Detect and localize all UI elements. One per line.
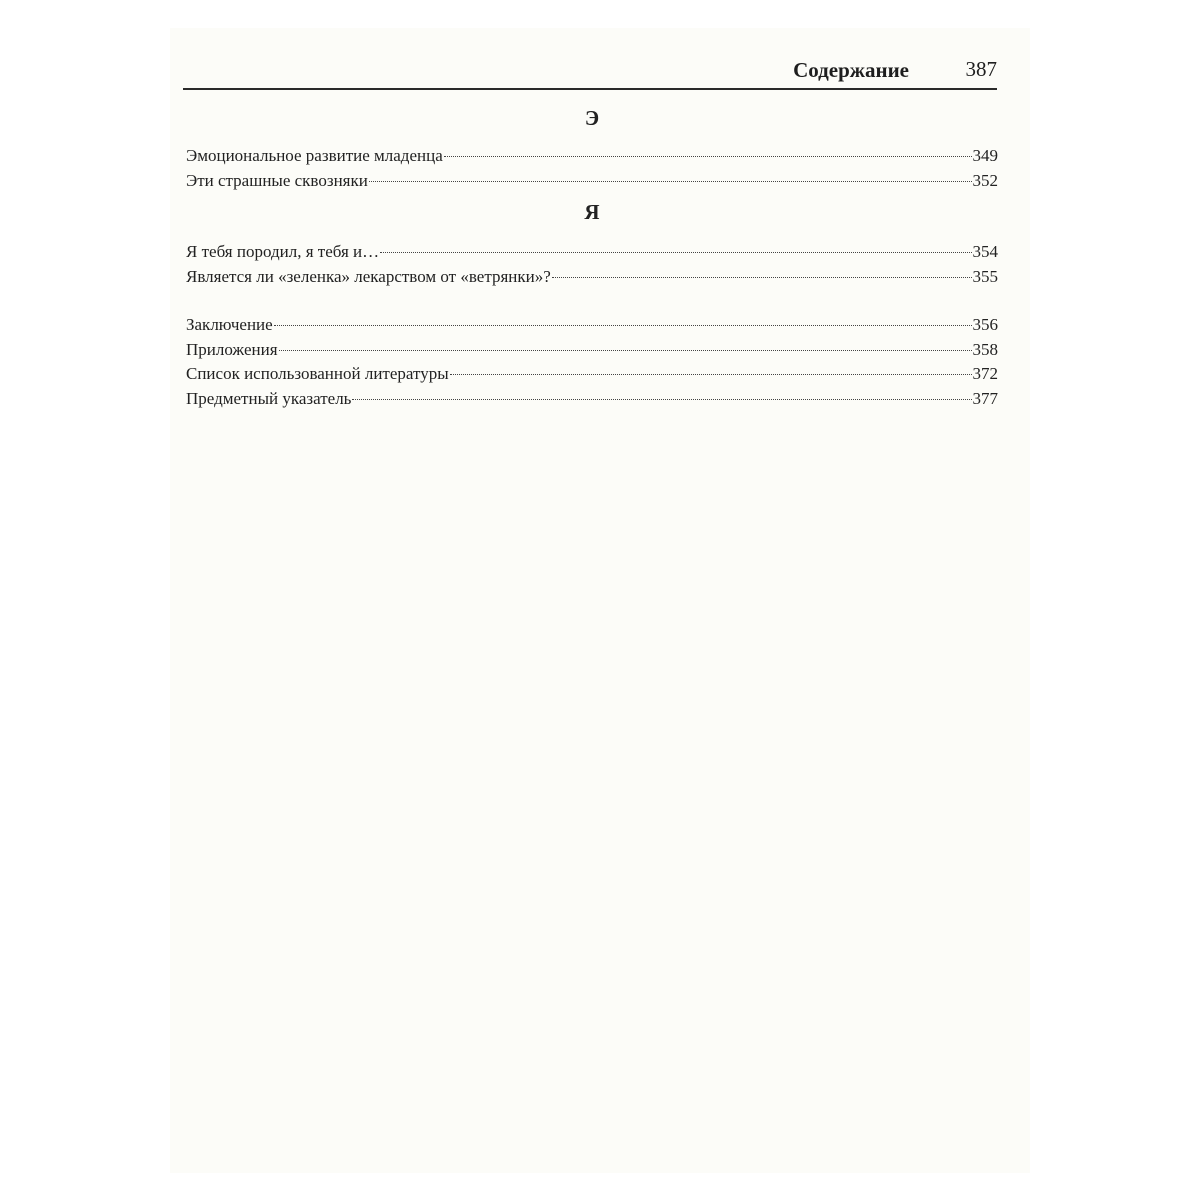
- running-head-title: Содержание: [793, 58, 909, 82]
- section-entries-e: [186, 144, 998, 193]
- toc-entry: [186, 338, 998, 363]
- running-head: [183, 52, 997, 90]
- toc-entry-title: Предметный указатель: [186, 388, 352, 408]
- dot-leader: [444, 156, 972, 157]
- toc-entry-page: 377: [972, 388, 998, 408]
- toc-entry-title: Я тебя породил, я тебя и…: [186, 242, 380, 261]
- toc-entry: [186, 265, 998, 290]
- toc-entry-page: 354: [972, 242, 998, 261]
- dot-leader: [450, 374, 972, 375]
- toc-entry: [186, 240, 998, 265]
- page-number: 387: [965, 57, 997, 81]
- toc-entry: [186, 362, 998, 387]
- back-matter-entries: [186, 313, 998, 411]
- dot-leader: [369, 181, 972, 182]
- section-letter-ya: Я: [584, 200, 600, 224]
- toc-entry-title: Эмоциональное развитие младенца: [186, 146, 443, 165]
- toc-entry-title: Заключение: [186, 315, 273, 334]
- dot-leader: [552, 277, 972, 278]
- toc-entry-page: 356: [972, 315, 998, 334]
- dot-leader: [380, 252, 971, 253]
- toc-entry-title: Список использованной литературы: [186, 364, 449, 383]
- toc-entry-page: 355: [972, 266, 998, 286]
- dot-leader: [352, 399, 971, 400]
- section-gap: [186, 289, 998, 313]
- toc-entry-title: Является ли «зеленка» лекарством от «ветрянки»?: [186, 266, 551, 286]
- dot-leader: [274, 325, 972, 326]
- toc-entry-title: Эти страшные сквозняки: [186, 170, 368, 190]
- dot-leader: [279, 350, 972, 351]
- section-letter-e: Э: [584, 106, 600, 130]
- toc-entry: [186, 387, 998, 412]
- toc-entry: [186, 169, 998, 194]
- toc-entry-title: Приложения: [186, 339, 278, 359]
- toc-entry-page: 352: [972, 170, 998, 190]
- toc-entry-page: 358: [972, 339, 998, 359]
- toc-entry-page: 349: [972, 146, 998, 165]
- section-entries-ya: [186, 240, 998, 289]
- toc-entry: [186, 144, 998, 169]
- toc-entry: [186, 313, 998, 338]
- table-of-contents: [186, 100, 998, 411]
- toc-entry-page: 372: [972, 364, 998, 383]
